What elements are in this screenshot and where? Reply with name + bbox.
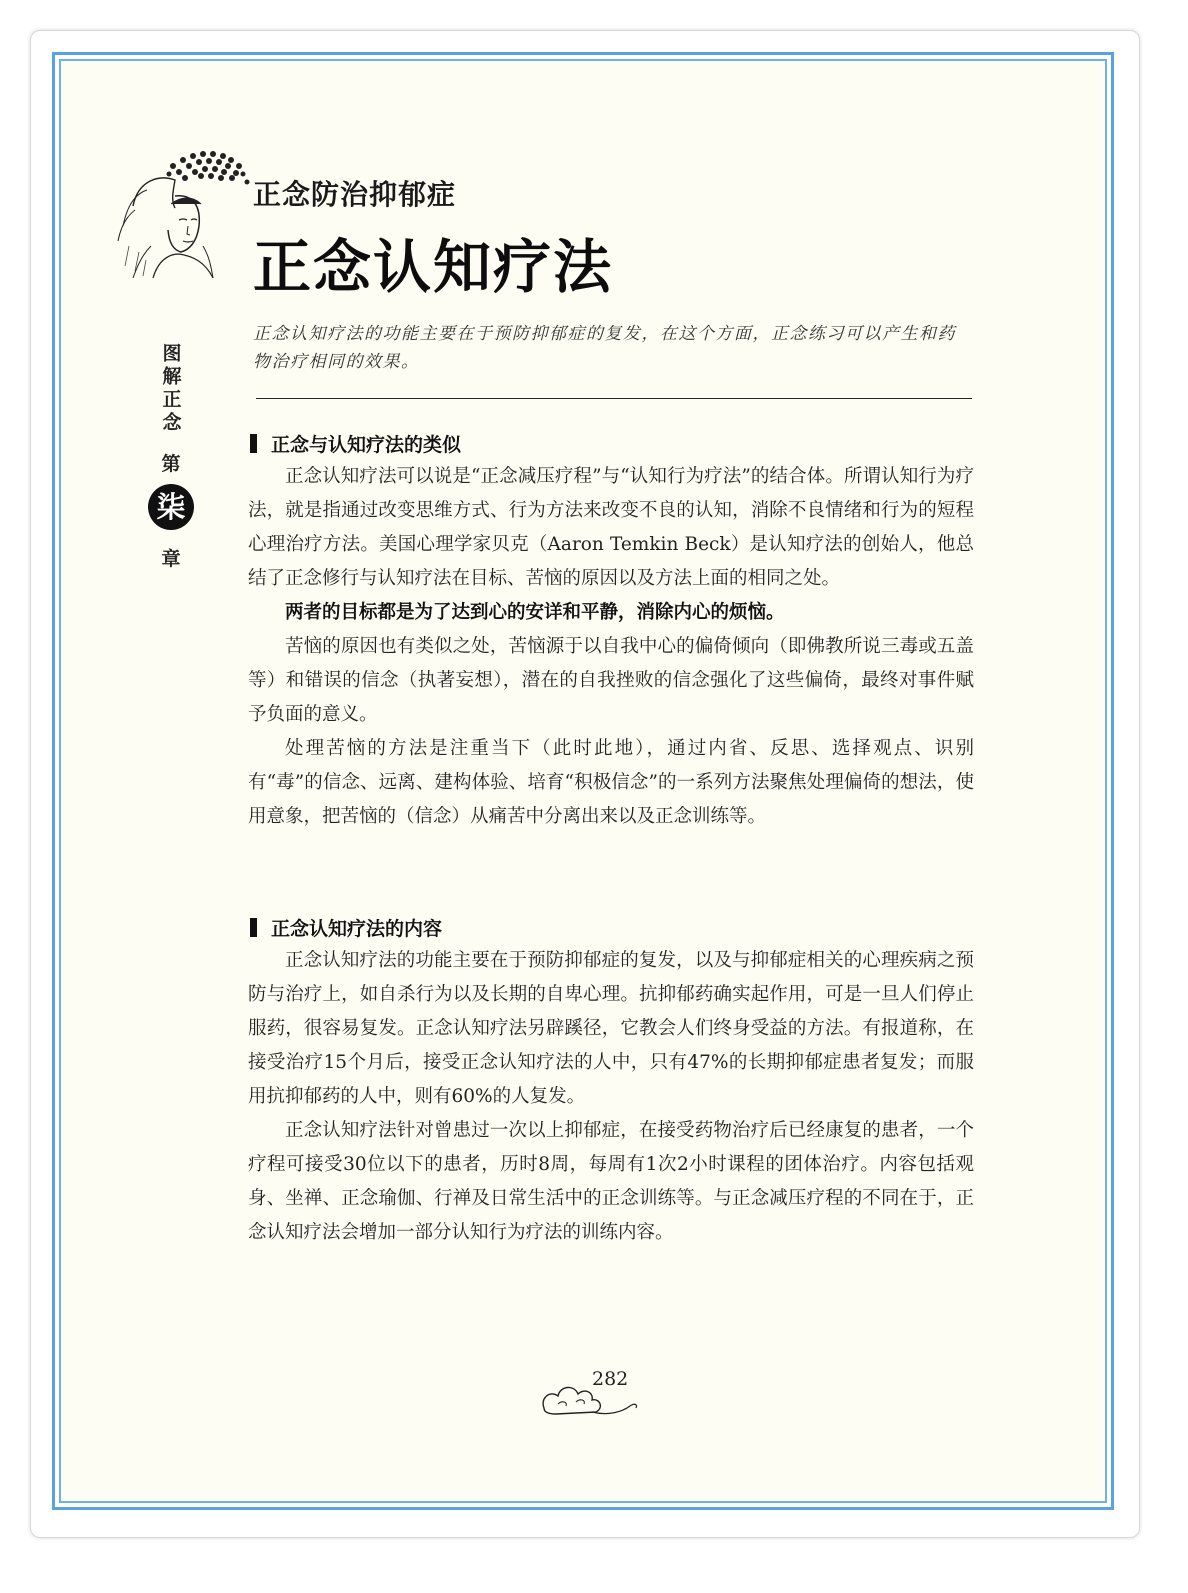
chapter-number-badge: 柒 [148, 484, 194, 530]
paragraph: 苦恼的原因也有类似之处，苦恼源于以自我中心的偏倚倾向（即佛教所说三毒或五盖等）和错误的信念（执著妄想），潜在的自我挫败的信念强化了这些偏倚，最终对事件赋予负面的意义。 [248, 636, 974, 725]
section-heading-text: 正念认知疗法的内容 [271, 918, 443, 940]
page-number: 282 [592, 1368, 629, 1390]
book-title-vertical: 图解正念 [159, 343, 182, 435]
paragraph: 正念认知疗法针对曾患过一次以上抑郁症，在接受药物治疗后已经康复的患者，一个疗程可接受30位以下的患者，历时8周，每周有1次2小时课程的团体治疗。内容包括观身、坐禅、正念瑜伽、行禅及日常生活中的正念训练等。与正念减压疗程的不同在于，正念认知疗法会增加一部分认知行为疗法的训练内容。 [248, 1120, 974, 1243]
intro-divider [256, 398, 972, 399]
section-body [248, 460, 974, 834]
chapter-intro: 正念认知疗法的功能主要在于预防抑郁症的复发，在这个方面，正念练习可以产生和药物治疗相同的效果。 [253, 324, 956, 372]
chapter-prefix: 第 [161, 453, 181, 475]
heading-bar-icon [250, 434, 257, 453]
paragraph: 正念认知疗法可以说是“正念减压疗程”与“认知行为疗法”的结合体。所谓认知行为疗法，就是指通过改变思维方式、行为方法来改变不良的认知，消除不良情绪和行为的短程心理治疗方法。美国心理学家贝克（Aaron Temkin Beck）是认知疗法的创始人，他总结了正念修行与认知疗法在目标、苦恼的原因以及方法上面的相同之处。 [248, 466, 974, 589]
section-body [248, 944, 974, 1250]
section-heading [250, 430, 461, 457]
paragraph: 处理苦恼的方法是注重当下（此时此地），通过内省、反思、选择观点、识别有“毒”的信念、远离、建构体验、培育“积极信念”的一系列方法聚焦处理偏倚的想法，使用意象，把苦恼的（信念）从痛苦中分离出来以及正念训练等。 [248, 738, 974, 827]
heading-bar-icon [250, 918, 257, 937]
paragraph: 正念认知疗法的功能主要在于预防抑郁症的复发，以及与抑郁症相关的心理疾病之预防与治疗上，如自杀行为以及长期的自卑心理。抗抑郁药确实起作用，可是一旦人们停止服药，很容易复发。正念认知疗法另辟蹊径，它教会人们终身受益的方法。有报道称，在接受治疗15个月后，接受正念认知疗法的人中，只有47%的长期抑郁症患者复发；而服用抗抑郁药的人中，则有60%的人复发。 [248, 950, 974, 1107]
section-heading-text: 正念与认知疗法的类似 [271, 434, 462, 456]
section-kicker: 正念防治抑郁症 [253, 178, 457, 211]
book-page [58, 58, 1110, 1506]
chapter-side-tab [142, 343, 200, 571]
page-folio [536, 1368, 656, 1428]
buddha-portrait-illustration [113, 146, 253, 278]
paragraph-emphasis: 两者的目标都是为了达到心的安详和平静，消除内心的烦恼。 [285, 602, 785, 623]
section-heading [250, 914, 442, 941]
chapter-suffix: 章 [161, 548, 181, 570]
page-title: 正念认知疗法 [253, 233, 614, 301]
